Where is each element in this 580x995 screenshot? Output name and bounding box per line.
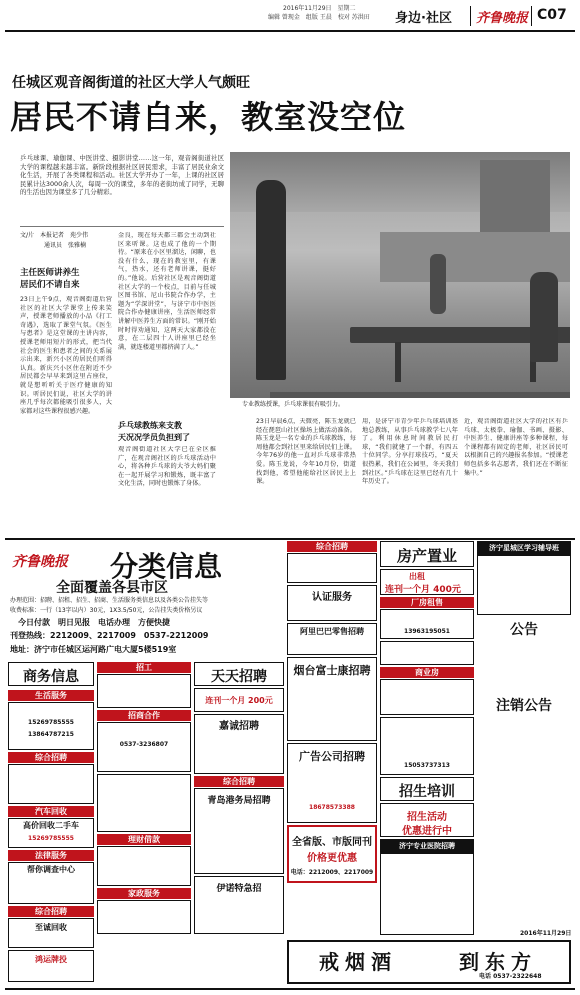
subhead-4: 天况况学员负担到了 bbox=[118, 433, 190, 442]
article-col-4: 用，是济宁市青少年乒乓球培训基地总教练，从事乒乓球教学七八年了。利用休息时间教居民打球，“我们就建了一个群，有四五十位同学。分享打球技巧，“夏天很热累，我们在公园里，冬天我们到社区。”乒乓球在这里已经有几十年历史了。 bbox=[362, 418, 458, 486]
ad-renzheng: 认证服务 bbox=[287, 585, 377, 621]
classifieds-logo: 齐鲁晚报 bbox=[12, 554, 68, 570]
ad-qingdao: 青岛港务局招聘 bbox=[194, 788, 284, 874]
ad-cancellations bbox=[477, 715, 571, 929]
classifieds-title: 分类信息 bbox=[110, 550, 223, 583]
article-col-1: 23日上午9点，观音阁街道后营社区的社区大学课堂上传来笑声，授课老师播放的小品《打工奇遇》，选取了课堂气氛。《医生与患者》是这堂课的主讲内容，授课老师用短片的形式，把当代社会的医生和患者之间的关系展示出来，新兴小区的居民们听得认真。新庆兴小区住在附近不少居民都会早早来到这里占座位，就是想听听关于医疗健康的知识。听居民们说，社区大学的讲座几乎每次都能吸引很多人，大家都对这些课程很感兴趣。 bbox=[20, 296, 112, 415]
col2-header-1: 招工 bbox=[97, 662, 191, 673]
col4-header: 综合招聘 bbox=[287, 541, 377, 552]
subhead-3: 乒乓球教练来支教 bbox=[118, 421, 182, 430]
car-recycle-header: 汽车回收 bbox=[8, 806, 94, 817]
header-divider bbox=[531, 6, 532, 26]
header-divider bbox=[470, 6, 471, 26]
ad-general bbox=[8, 764, 94, 804]
lead-rule bbox=[20, 226, 224, 227]
ad-col5-3: 15053737313 bbox=[380, 717, 474, 775]
ad-hospital-header: 济宁专业医院招聘 bbox=[380, 839, 474, 853]
classifieds-scope: 办理范围：招聘、招租、招生、招商、生活服务类信息以及各类公告挂失等 bbox=[10, 597, 209, 604]
ad-hospital bbox=[380, 853, 474, 935]
ad-col2-1 bbox=[97, 674, 191, 708]
ad-col2-5 bbox=[97, 900, 191, 934]
ad-recycle: 至诚回收 bbox=[8, 918, 94, 948]
ad-rent-price: 出租 连刊一个月 400元 bbox=[380, 569, 474, 595]
ad-car-recycle: 高价回收二手车 15269785555 bbox=[8, 818, 94, 848]
classifieds-header bbox=[8, 541, 282, 659]
ad-quanshengban: 全省版、市版同刊 价格更优惠 电话：2212009、2217009 bbox=[287, 825, 377, 883]
classifieds-coverage: 全面覆盖各县市区 bbox=[56, 580, 168, 596]
biz-info-banner: 商务信息 bbox=[8, 662, 94, 686]
article-photo bbox=[230, 152, 570, 398]
ad-enroll: 招生活动 优惠进行中 bbox=[380, 803, 474, 837]
col2-header-3: 理财借款 bbox=[97, 834, 191, 845]
notice-banner: 公告 bbox=[477, 617, 571, 637]
ad-col5-2 bbox=[380, 641, 474, 665]
ad-yantai: 烟台富士康招聘 bbox=[287, 657, 377, 741]
ad-hongyun: 鸿运牌投 bbox=[8, 950, 94, 982]
section-title: 身边·社区 bbox=[395, 11, 452, 26]
cancellation-date: 2016年11月29日 bbox=[520, 930, 572, 937]
col2-header-4: 家政服务 bbox=[97, 888, 191, 899]
ad-legal: 帮你调查中心 bbox=[8, 862, 94, 904]
ad-col2-4 bbox=[97, 846, 191, 886]
ad-notice bbox=[477, 639, 571, 691]
article-headline: 居民不请自来，教室没空位 bbox=[10, 98, 407, 136]
ad-jiacheng: 嘉诚招聘 bbox=[194, 714, 284, 774]
bottom-rule bbox=[5, 988, 575, 990]
col2-header-2: 招商合作 bbox=[97, 710, 191, 721]
ad-tutoring bbox=[477, 555, 571, 615]
ad-yinuote: 伊诺特急招 bbox=[194, 876, 284, 934]
daily-recruit-banner: 天天招聘 bbox=[194, 662, 284, 686]
ad-alibaba: 阿里巴巴零售招聘 bbox=[287, 623, 377, 655]
life-service-header: 生活服务 bbox=[8, 690, 94, 701]
article-col-2b: 观音阁街道社区大学已在全区推广，在观音阁社区的乒乓球活动中心，将各种乒乓球的大爷大妈们聚在一起开展学习和锻炼，既丰富了文化生活，同时也锻炼了身体。 bbox=[118, 446, 216, 488]
ad-commercial bbox=[380, 679, 474, 715]
classifieds-promo: 今日付款 明日见报 电话办理 方便快捷 bbox=[18, 618, 170, 627]
ad-col4-1 bbox=[287, 553, 377, 583]
general-header: 综合招聘 bbox=[8, 752, 94, 763]
classifieds-top-rule bbox=[5, 538, 575, 540]
classifieds-address: 地址：济宁市任城区运河路广电大厦5楼519室 bbox=[10, 645, 177, 654]
ad-recruit-price: 连刊一个月 200元 bbox=[194, 688, 284, 712]
classifieds-fee: 收费标准：一行（13字以内）30元，1X3.5/50元，公告挂失类价格另议 bbox=[10, 607, 203, 614]
header-editors: 编辑 曾现金 组版 王晨 校对 苏洪田 bbox=[268, 14, 370, 21]
col3-header: 综合招聘 bbox=[194, 776, 284, 787]
training-banner: 招生培训 bbox=[380, 777, 474, 801]
ad-col2-2: 0537-3236807 bbox=[97, 722, 191, 772]
photo-caption: 专业教练授课，乒乓球课很有吸引力。 bbox=[242, 401, 345, 408]
ad-tutoring-header: 济宁星城区学习辅导班 bbox=[477, 541, 571, 555]
commercial-header: 商业房 bbox=[380, 667, 474, 678]
article-col-5: 近，观音阁街道社区大学的社区有乒乓球、太极拳、瑜伽、书画、摄影、中医养生、健康讲座等多种课程，每个课程都有固定的老师，社区居民可以根据自己的兴趣报名参加。“授课老师包括多名志愿者，我们还在不断征集中。” bbox=[464, 418, 568, 477]
factory-header: 厂房租售 bbox=[380, 597, 474, 608]
real-estate-banner: 房产置业 bbox=[380, 541, 474, 567]
ad-guanggao: 广告公司招聘 18678573388 bbox=[287, 743, 377, 823]
subhead-1: 主任医师讲养生 bbox=[20, 268, 80, 278]
article-col-2: 金良，现在每天都三都会主动到社区来听课。这也成了他的一个期待。“原来在小区里溜达，闲聊，也没有什么，现在的教室里，有课气，热水，还有老师讲课，挺好的。”他说。后营社区是观音阁街道社区大学的一个校点，目前与任城区图书馆、尼山书院合作办学，主题为“学深讲堂”，与济宁市中医医院合作办健康讲座，生活医师经常讲解中医养生方面的常识。“刚开始时时得劝通知，这两天大家都没在意，在二层四十人讲座里已经坐满，就连楼道里都挤满了人。” bbox=[118, 232, 216, 351]
recycle-header: 综合招聘 bbox=[8, 906, 94, 917]
classifieds-hotline: 刊登热线：2212009、2217009 0537-2212009 bbox=[10, 631, 209, 640]
article-kicker: 任城区观音阁街道的社区大学人气颇旺 bbox=[12, 75, 250, 91]
subhead-2: 居民们不请自来 bbox=[20, 280, 80, 290]
header-date: 2016年11月29日 星期二 bbox=[283, 5, 356, 12]
ad-quit-smoking: 戒烟酒 到东方 电话 0537-2322648 bbox=[287, 940, 571, 984]
byline-reporter: 文/片 本报记者 苑少伟 bbox=[20, 232, 89, 239]
page-number: C07 bbox=[537, 7, 567, 23]
cancellation-banner: 注销公告 bbox=[477, 693, 571, 713]
byline-correspondent: 通讯员 张雅楠 bbox=[44, 242, 87, 249]
legal-header: 法律服务 bbox=[8, 850, 94, 861]
header-rule bbox=[5, 30, 575, 32]
ad-life-service: 15269785555 13864787215 bbox=[8, 702, 94, 750]
article-col-3: 23日早晨6点，天微亮，陈玉龙就已经在琵琶山社区操场上做活动准备。陈玉龙是一名专业的乒乓球教练，每周他都会到社区里来给居民们上课。今年76岁的他一直对乒乓球非常热爱。陈玉龙说，今年10月份，街道找到他，希望他能给社区居民上上课。 bbox=[256, 418, 356, 486]
ad-col2-3 bbox=[97, 774, 191, 832]
article-lead: 乒乓球课、瑜伽课、中医讲堂、摄影讲堂……这一年，观音阁街道社区大学的课程越来越丰富。新阶段根据社区居民需求，丰富了居民业余文化生活，开展了各类课程和活动。社区大学开办了一年，上课的社区居民累计达3000余人次，每周一次的课堂，多年的老街坊成了同学，无聊的生活也因为课堂多了几分精彩。 bbox=[20, 154, 224, 197]
ad-factory: 13963195051 bbox=[380, 609, 474, 639]
header-brand-logo: 齐鲁晚报 bbox=[476, 11, 529, 26]
